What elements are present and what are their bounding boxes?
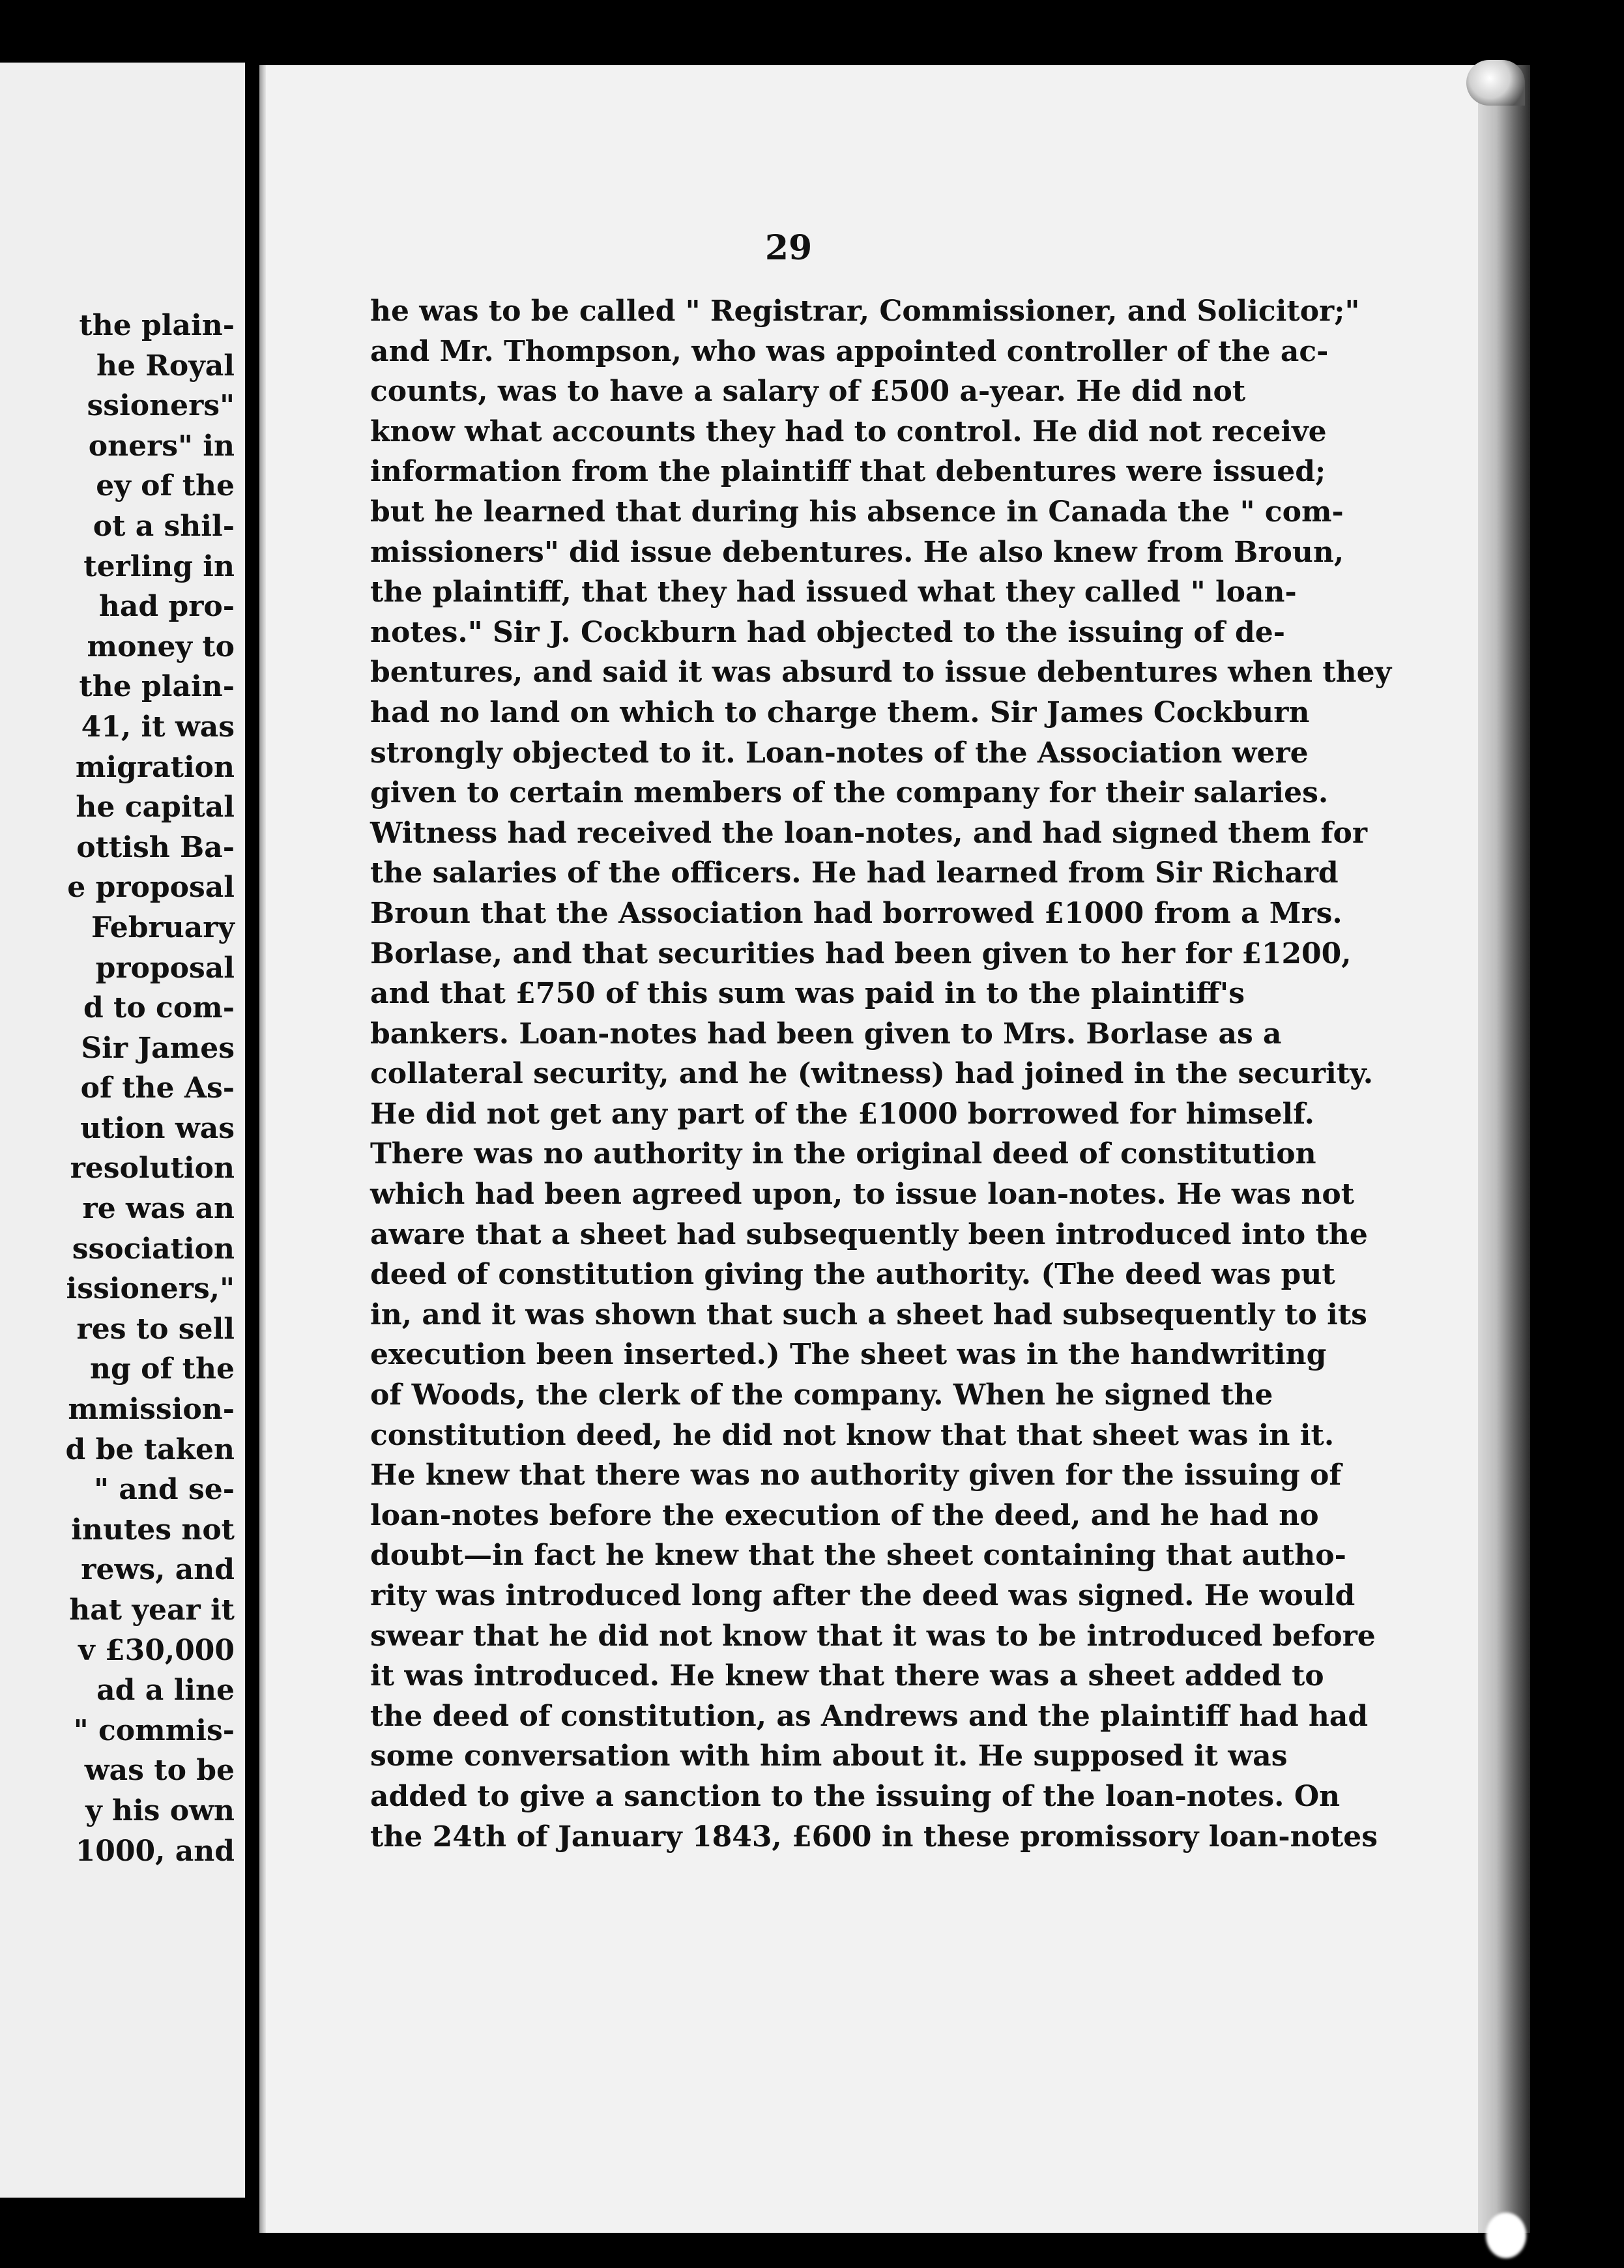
text-line: Witness had received the loan-notes, and had signed them for <box>370 816 1368 850</box>
left-page-line: rews, and <box>81 1553 235 1587</box>
text-line: it was introduced. He knew that there was a sheet added to <box>370 1659 1324 1693</box>
page-number: 29 <box>764 228 813 268</box>
text-line: loan-notes before the execution of the deed, and he had no <box>370 1498 1319 1532</box>
left-page-line: ey of the <box>96 469 235 503</box>
text-line: swear that he did not know that it was to be introduced before <box>370 1619 1376 1653</box>
page-body-text <box>370 291 1392 1857</box>
text-line: Borlase, and that securities had been given to her for £1200, <box>370 937 1352 970</box>
text-line: deed of constitution giving the authority. (The deed was put <box>370 1258 1335 1292</box>
text-line: missioners" did issue debentures. He also knew from Broun, <box>370 535 1344 569</box>
left-facing-page <box>0 63 245 2198</box>
left-page-line: February <box>91 910 235 944</box>
text-line: There was no authority in the original deed of constitution <box>370 1137 1316 1171</box>
left-page-line: res to sell <box>76 1312 235 1346</box>
left-page-line: ssociation <box>72 1232 235 1266</box>
text-line: execution been inserted.) The sheet was in the handwriting <box>370 1338 1327 1372</box>
left-page-line: y his own <box>85 1794 235 1827</box>
text-line: counts, was to have a salary of £500 a-year. He did not <box>370 375 1246 409</box>
left-page-line: resolution <box>70 1152 235 1185</box>
left-page-line: terling in <box>83 549 235 583</box>
left-page-line: ssioners" <box>87 389 235 423</box>
left-page-line: oners" in <box>88 429 235 463</box>
page-corner-curl <box>1466 60 1525 106</box>
text-line: and that £750 of this sum was paid in to the plaintiff's <box>370 977 1245 1011</box>
text-line: bankers. Loan-notes had been given to Mrs. Borlase as a <box>370 1017 1282 1051</box>
text-line: information from the plaintiff that debentures were issued; <box>370 455 1326 489</box>
text-line: had no land on which to charge them. Sir James Cockburn <box>370 695 1310 729</box>
text-line: rity was introduced long after the deed was signed. He would <box>370 1579 1356 1612</box>
left-page-text-column <box>0 306 235 1871</box>
left-page-line: proposal <box>95 951 235 985</box>
scan-artifact <box>1486 2213 1526 2258</box>
text-line: Broun that the Association had borrowed £1000 from a Mrs. <box>370 896 1342 930</box>
text-line: in, and it was shown that such a sheet had subsequently to its <box>370 1298 1367 1331</box>
text-line: added to give a sanction to the issuing of the loan-notes. On <box>370 1779 1341 1813</box>
left-page-line: money to <box>87 630 235 663</box>
text-line: given to certain members of the company for their salaries. <box>370 776 1329 810</box>
text-line: and Mr. Thompson, who was appointed controller of the ac- <box>370 334 1329 368</box>
text-line: know what accounts they had to control. He did not receive <box>370 414 1327 448</box>
left-page-line: he capital <box>76 791 235 824</box>
left-page-line: 1000, and <box>75 1834 235 1868</box>
left-page-line: e proposal <box>67 871 235 905</box>
text-line: aware that a sheet had subsequently been introduced into the <box>370 1217 1368 1251</box>
left-page-line: inutes not <box>71 1513 235 1547</box>
text-line: the deed of constitution, as Andrews and the plaintiff had had <box>370 1699 1369 1733</box>
text-line: the 24th of January 1843, £600 in these promissory loan-notes <box>370 1820 1378 1854</box>
left-page-line: re was an <box>82 1192 235 1226</box>
left-page-line: the plain- <box>79 309 235 342</box>
left-page-line: ottish Ba- <box>76 830 235 864</box>
text-line: strongly objected to it. Loan-notes of the Association were <box>370 736 1309 770</box>
left-page-line: v £30,000 <box>78 1633 235 1667</box>
text-line: the plaintiff, that they had issued what they called " loan- <box>370 575 1297 609</box>
text-line: of Woods, the clerk of the company. When he signed the <box>370 1378 1273 1412</box>
left-page-line: ution was <box>80 1111 235 1145</box>
page-edge-stack <box>1478 65 1530 2233</box>
left-page-line: " commis- <box>73 1713 235 1747</box>
left-page-line: d be taken <box>65 1432 235 1466</box>
left-page-line: Sir James <box>81 1031 235 1065</box>
left-page-line: the plain- <box>79 670 235 704</box>
left-page-line: was to be <box>84 1754 235 1788</box>
left-page-line: hat year it <box>69 1593 235 1627</box>
text-line: constitution deed, he did not know that that sheet was in it. <box>370 1418 1335 1452</box>
text-line: he was to be called " Registrar, Commissioner, and Solicitor;" <box>370 295 1360 328</box>
text-line: collateral security, and he (witness) had joined in the security. <box>370 1057 1374 1091</box>
page-gutter-shadow <box>259 65 266 2233</box>
left-page-line: issioners," <box>66 1272 235 1306</box>
left-page-line: ng of the <box>90 1352 235 1386</box>
text-line: the salaries of the officers. He had learned from Sir Richard <box>370 856 1339 890</box>
left-page-line: he Royal <box>96 349 235 383</box>
text-line: but he learned that during his absence in Canada the " com- <box>370 495 1344 529</box>
left-page-line: of the As- <box>80 1071 235 1105</box>
text-line: He knew that there was no authority given for the issuing of <box>370 1459 1342 1492</box>
text-line: some conversation with him about it. He supposed it was <box>370 1739 1288 1773</box>
left-page-line: had pro- <box>98 590 235 624</box>
left-page-line: mmission- <box>68 1393 235 1427</box>
left-page-line: ad a line <box>96 1674 235 1708</box>
left-page-line: " and se- <box>94 1473 235 1507</box>
left-page-line: 41, it was <box>81 710 235 744</box>
text-line: bentures, and said it was absurd to issue debentures when they <box>370 656 1392 690</box>
text-line: notes." Sir J. Cockburn had objected to the issuing of de- <box>370 615 1285 649</box>
left-page-line: d to com- <box>83 991 235 1025</box>
text-line: which had been agreed upon, to issue loan-notes. He was not <box>370 1178 1355 1212</box>
text-line: doubt—in fact he knew that the sheet containing that autho- <box>370 1539 1346 1573</box>
left-page-line: ot a shil- <box>93 509 235 543</box>
left-page-line: migration <box>75 750 235 784</box>
text-line: He did not get any part of the £1000 borrowed for himself. <box>370 1097 1314 1131</box>
